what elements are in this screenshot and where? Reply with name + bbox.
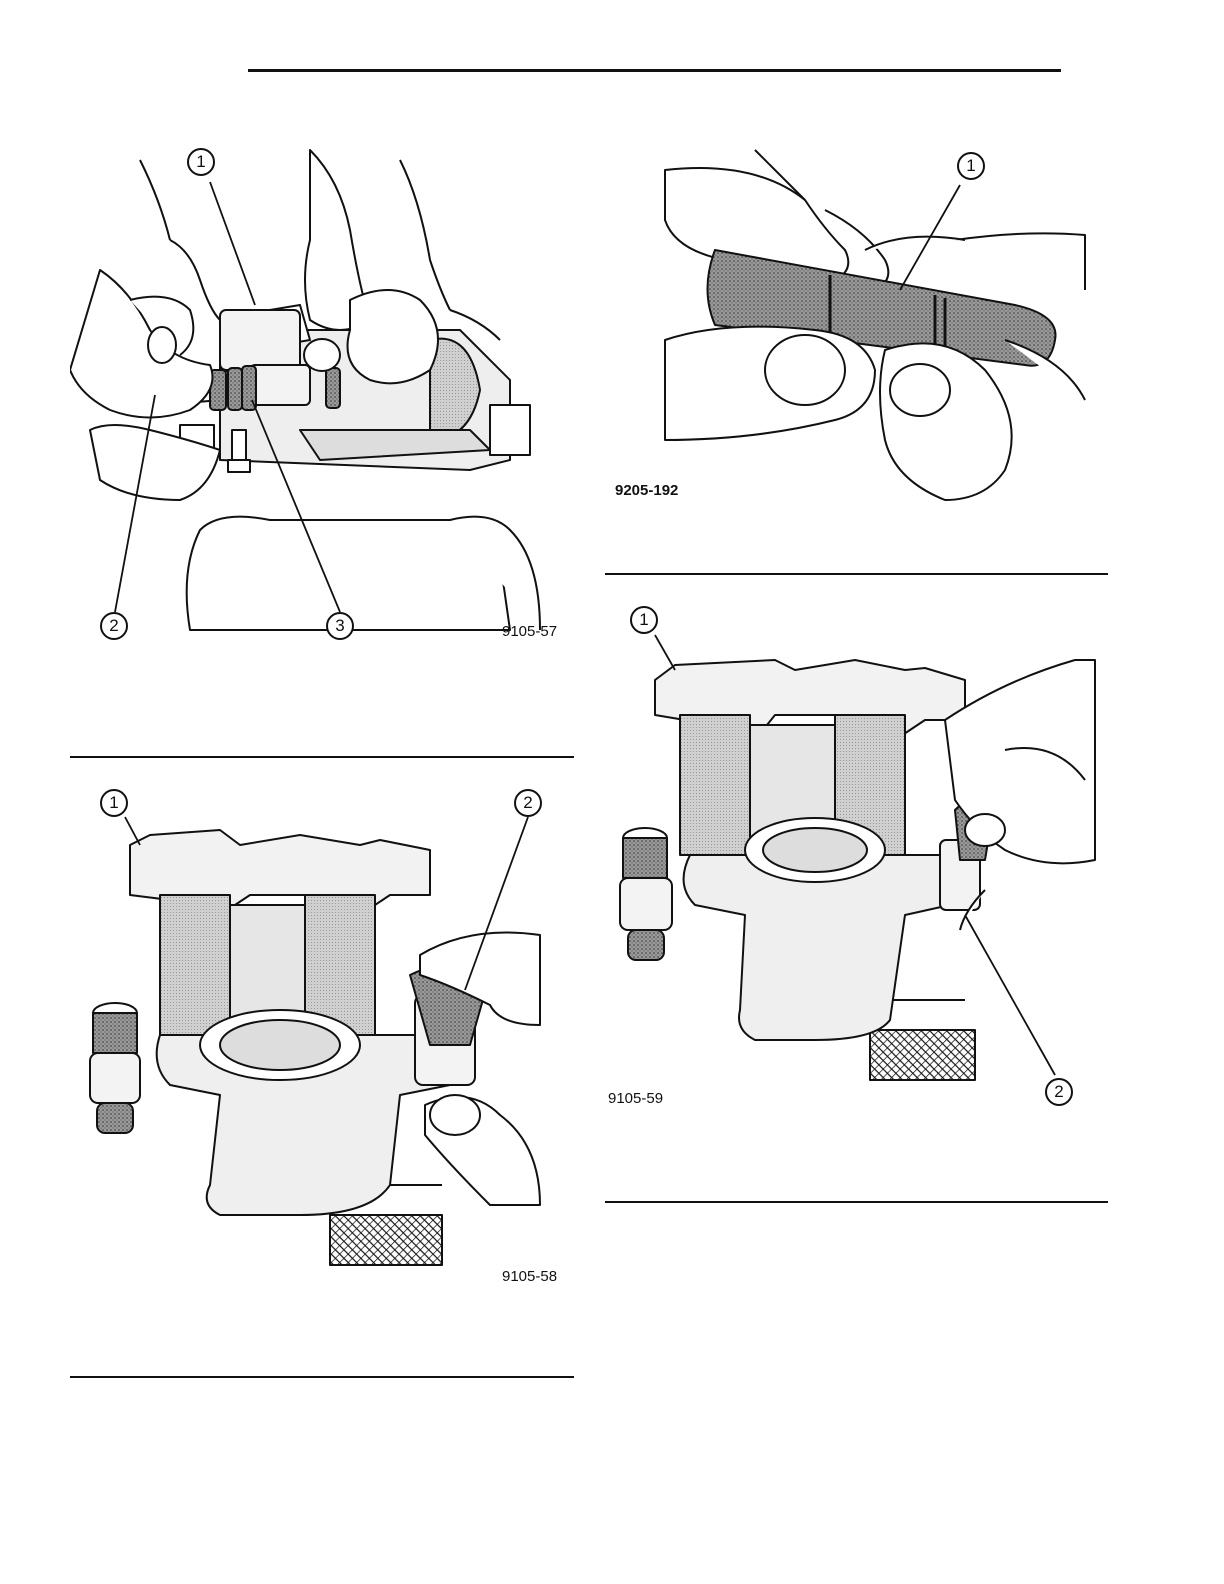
bore-polishing-illustration: [605, 600, 1110, 1110]
callout-1: 1: [630, 606, 658, 634]
figure-bore-cleaning: [70, 785, 575, 1295]
figure-boot-removal: [70, 140, 575, 650]
boot-inspection-illustration: [605, 140, 1110, 510]
callout-2: 2: [100, 612, 128, 640]
callout-2: 2: [1045, 1078, 1073, 1106]
header-rule: [248, 69, 1061, 72]
figure-separator: [70, 1376, 574, 1378]
figure-id: 9105-57: [502, 623, 558, 640]
figure-separator: [70, 756, 574, 758]
callout-2: 2: [514, 789, 542, 817]
figure-separator: [605, 573, 1108, 575]
callout-3: 3: [326, 612, 354, 640]
boot-removal-illustration: [70, 140, 575, 650]
figure-separator: [605, 1201, 1108, 1203]
figure-id: 9105-59: [608, 1090, 664, 1107]
callout-1: 1: [100, 789, 128, 817]
figure-id: 9205-192: [615, 482, 679, 499]
callout-1: 1: [957, 152, 985, 180]
figure-id: 9105-58: [502, 1268, 558, 1285]
figure-boot-inspection: [605, 140, 1110, 510]
callout-1: 1: [187, 148, 215, 176]
bore-cleaning-illustration: [70, 785, 575, 1295]
figure-bore-polishing: [605, 600, 1110, 1110]
